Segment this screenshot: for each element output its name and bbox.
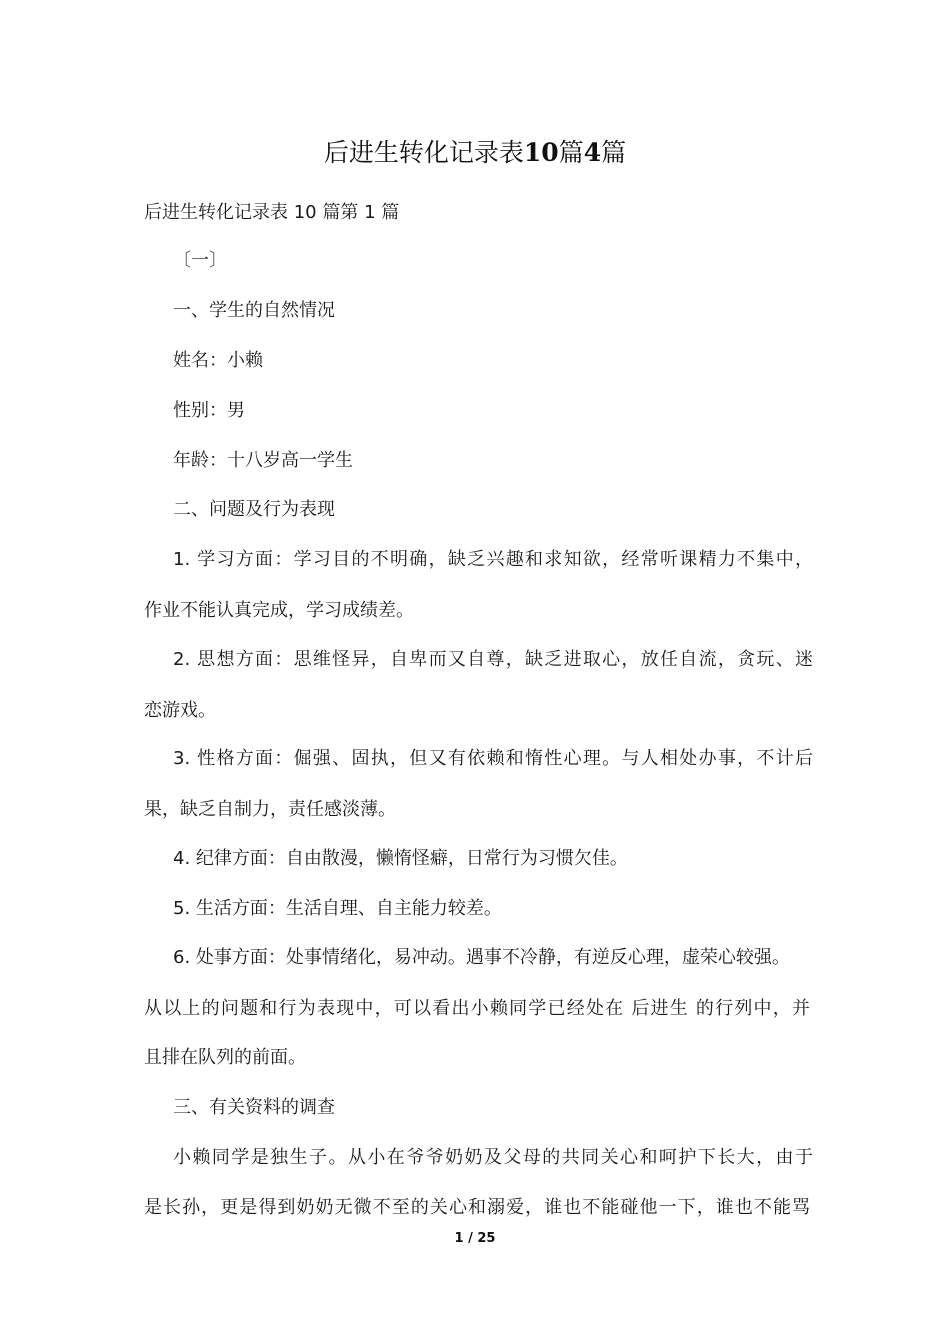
paragraph-line: 姓名：小赖 — [173, 350, 263, 371]
sub-heading: 〔一〕 — [173, 250, 227, 271]
title-number: 10 — [523, 138, 559, 167]
paragraph-line: 性别：男 — [173, 400, 245, 421]
paragraph-line: 作业不能认真完成，学习成绩差。 — [144, 600, 414, 621]
page-number: 1 / 25 — [454, 1231, 496, 1246]
document-title — [0, 133, 950, 173]
paragraph-line: 6. 处事方面：处事情绪化，易冲动。遇事不冷静，有逆反心理，虚荣心较强。 — [173, 947, 790, 968]
paragraph-line: 年龄：十八岁高一学生 — [173, 450, 353, 471]
paragraph-line: 果，缺乏自制力，责任感淡薄。 — [144, 799, 396, 820]
title-number: 4 — [583, 138, 602, 167]
paragraph-line: 4. 纪律方面：自由散漫，懒惰怪癖，日常行为习惯欠佳。 — [173, 848, 628, 869]
title-text: 篇 — [601, 138, 627, 167]
paragraph-line: 5. 生活方面：生活自理、自主能力较差。 — [173, 898, 502, 919]
paragraph-line: 恋游戏。 — [144, 700, 216, 721]
title-text: 篇 — [558, 138, 584, 167]
paragraph-line: 从以上的问题和行为表现中，可以看出小赖同学已经处在 后进生 的行列中，并 — [144, 998, 810, 1019]
paragraph-line: 是长孙，更是得到奶奶无微不至的关心和溺爱，谁也不能碰他一下，谁也不能骂 — [144, 1197, 810, 1218]
paragraph-line: 三、有关资料的调查 — [173, 1097, 335, 1118]
paragraph-line: 二、问题及行为表现 — [173, 499, 335, 520]
paragraph-line: 1. 学习方面：学习目的不明确，缺乏兴趣和求知欲，经常听课精力不集中， — [173, 549, 813, 570]
section-heading: 后进生转化记录表 10 篇第 1 篇 — [144, 202, 400, 223]
paragraph-line: 3. 性格方面：倔强、固执，但又有依赖和惰性心理。与人相处办事，不计后 — [173, 748, 813, 769]
paragraph-line: 2. 思想方面：思维怪异，自卑而又自尊，缺乏进取心，放任自流，贪玩、迷 — [173, 649, 813, 670]
paragraph-line: 小赖同学是独生子。从小在爷爷奶奶及父母的共同关心和呵护下长大，由于 — [173, 1147, 813, 1168]
paragraph-line: 且排在队列的前面。 — [144, 1047, 306, 1068]
title-text: 后进生转化记录表 — [323, 138, 524, 167]
paragraph-line: 一、学生的自然情况 — [173, 300, 335, 321]
